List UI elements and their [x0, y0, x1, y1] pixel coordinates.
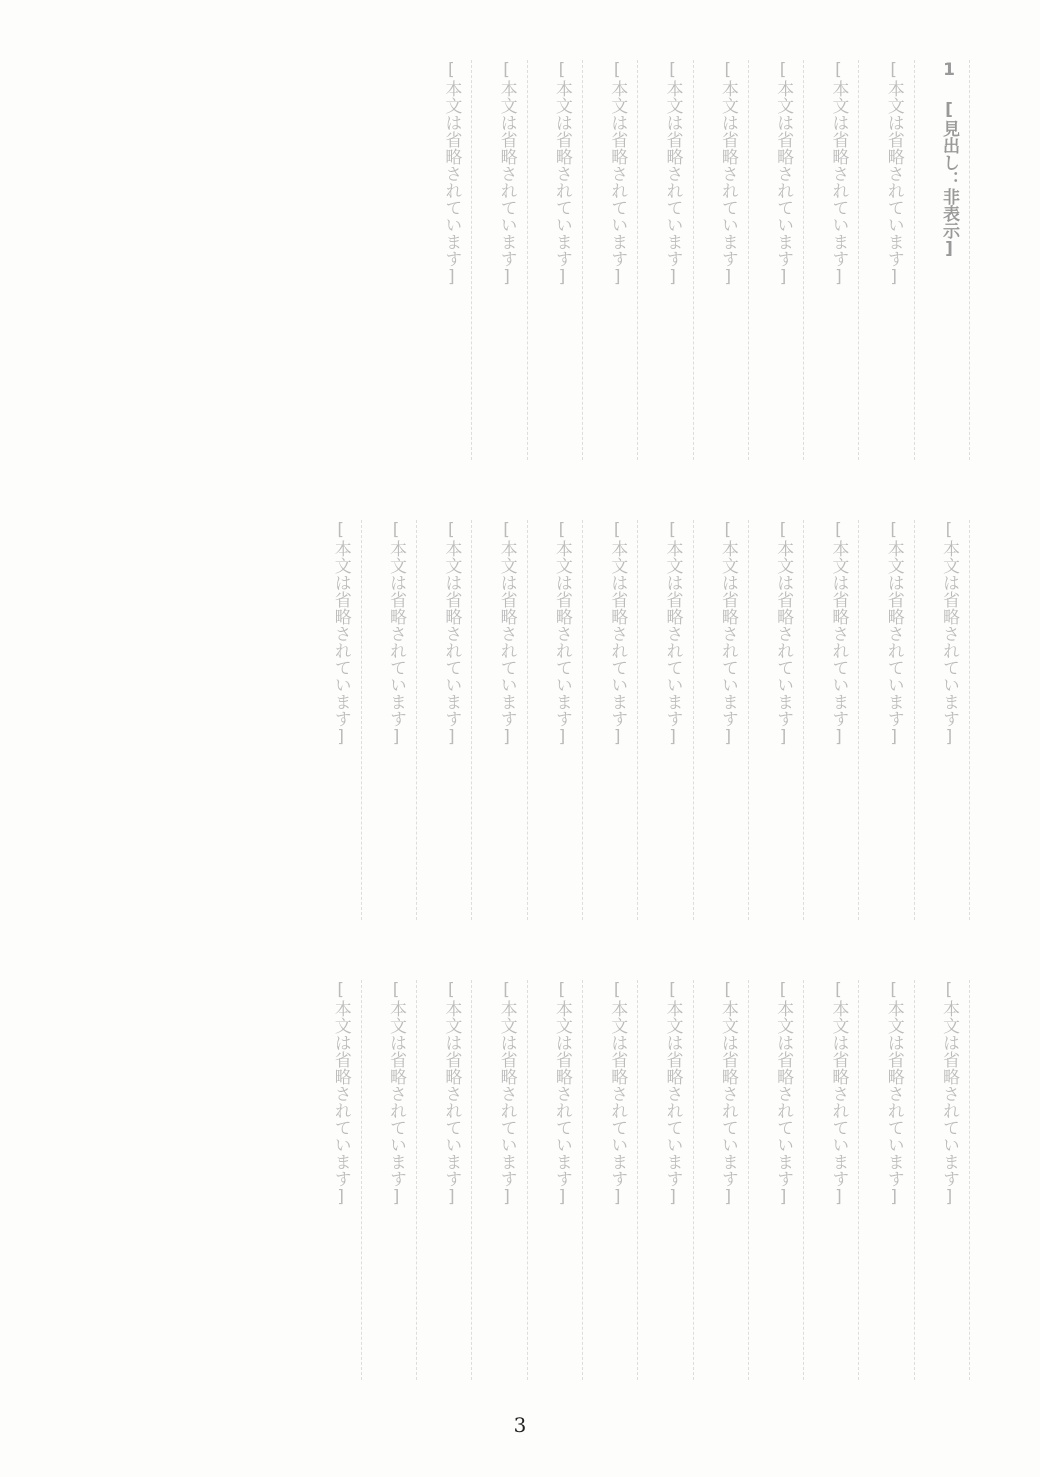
- text-column-redacted: [本文は省略されています]: [376, 980, 417, 1380]
- text-column-redacted: [本文は省略されています]: [542, 520, 583, 920]
- text-column-redacted: [本文は省略されています]: [597, 520, 638, 920]
- text-column-redacted: [本文は省略されています]: [818, 60, 859, 460]
- text-column-redacted: [本文は省略されています]: [486, 60, 527, 460]
- text-column-redacted: [本文は省略されています]: [873, 980, 914, 1380]
- text-column-redacted: [本文は省略されています]: [431, 980, 472, 1380]
- text-column-redacted: [本文は省略されています]: [652, 520, 693, 920]
- text-band-top: [70, 60, 970, 460]
- text-column-redacted: [本文は省略されています]: [431, 520, 472, 920]
- text-column-redacted: 1 [見出し：非表示]: [929, 60, 970, 460]
- text-column-redacted: [本文は省略されています]: [708, 520, 749, 920]
- text-column-redacted: [本文は省略されています]: [873, 60, 914, 460]
- text-column-redacted: [本文は省略されています]: [763, 60, 804, 460]
- page-number: 3: [513, 1413, 527, 1437]
- text-column-redacted: [本文は省略されています]: [818, 980, 859, 1380]
- text-column-redacted: [本文は省略されています]: [597, 60, 638, 460]
- text-column-redacted: [本文は省略されています]: [320, 980, 361, 1380]
- text-column-redacted: [本文は省略されています]: [486, 980, 527, 1380]
- text-column-redacted: [本文は省略されています]: [486, 520, 527, 920]
- text-column-redacted: [本文は省略されています]: [708, 60, 749, 460]
- text-column-redacted: [本文は省略されています]: [929, 520, 970, 920]
- text-column-redacted: [本文は省略されています]: [708, 980, 749, 1380]
- text-column-redacted: [本文は省略されています]: [542, 60, 583, 460]
- text-column-redacted: [本文は省略されています]: [652, 60, 693, 460]
- text-column-redacted: [本文は省略されています]: [763, 520, 804, 920]
- text-column-redacted: [本文は省略されています]: [652, 980, 693, 1380]
- text-column-redacted: [本文は省略されています]: [873, 520, 914, 920]
- text-band-bottom: [70, 980, 970, 1380]
- text-column-redacted: [本文は省略されています]: [376, 520, 417, 920]
- text-column-redacted: [本文は省略されています]: [818, 520, 859, 920]
- text-column-redacted: [本文は省略されています]: [597, 980, 638, 1380]
- text-column-redacted: [本文は省略されています]: [763, 980, 804, 1380]
- text-column-redacted: [本文は省略されています]: [542, 980, 583, 1380]
- text-column-redacted: [本文は省略されています]: [929, 980, 970, 1380]
- text-column-redacted: [本文は省略されています]: [431, 60, 472, 460]
- text-band-middle: [70, 520, 970, 920]
- text-column-redacted: [本文は省略されています]: [320, 520, 361, 920]
